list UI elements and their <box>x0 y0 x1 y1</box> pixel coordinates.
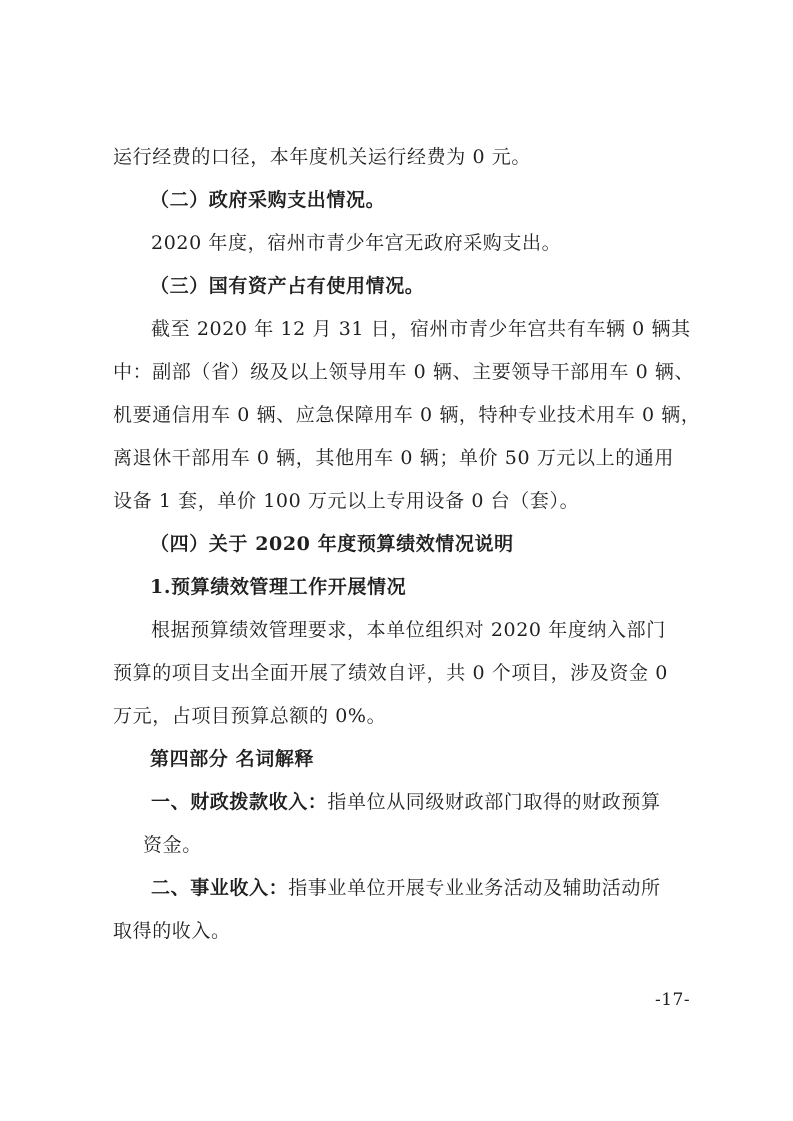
definition-term-business-income: 二、事业收入： <box>151 877 289 899</box>
page-number: -17- <box>655 990 691 1010</box>
definition-text-business-income-part-1: 指事业单位开展专业业务活动及辅助活动所 <box>288 877 661 899</box>
definition-term-fiscal-income: 一、财政拨款收入： <box>151 791 328 813</box>
section-heading-procurement: （二）政府采购支出情况。 <box>150 189 386 211</box>
performance-paragraph-line-2: 预算的项目支出全面开展了绩效自评，共 0 个项目，涉及资金 0 <box>113 662 668 684</box>
assets-paragraph-line-2: 中：副部（省）级及以上领导用车 0 辆、主要领导干部用车 0 辆、 <box>113 361 695 383</box>
section-heading-performance: （四）关于 2020 年度预算绩效情况说明 <box>150 533 514 555</box>
assets-paragraph-line-4: 离退休干部用车 0 辆，其他用车 0 辆；单价 50 万元以上的通用 <box>113 447 674 469</box>
text-line-procurement: 2020 年度，宿州市青少年宫无政府采购支出。 <box>151 232 562 254</box>
definition-text-fiscal-income-part-1: 指单位从同级财政部门取得的财政预算 <box>327 791 661 813</box>
definition-business-income-line-1 <box>151 874 661 902</box>
performance-paragraph-line-1: 根据预算绩效管理要求，本单位组织对 2020 年度纳入部门 <box>151 619 666 641</box>
definition-text-business-income-part-2: 取得的收入。 <box>113 920 231 942</box>
definition-fiscal-income-line-1 <box>151 788 661 816</box>
assets-paragraph-line-1: 截至 2020 年 12 月 31 日，宿州市青少年宫共有车辆 0 辆其 <box>151 318 691 340</box>
assets-paragraph-line-3: 机要通信用车 0 辆、应急保障用车 0 辆，特种专业技术用车 0 辆， <box>113 404 701 426</box>
performance-paragraph-line-3: 万元，占项目预算总额的 0%。 <box>113 705 387 727</box>
assets-paragraph-line-5: 设备 1 套，单价 100 万元以上专用设备 0 台（套）。 <box>113 490 580 512</box>
subsection-heading-performance-management: 1.预算绩效管理工作开展情况 <box>150 576 407 598</box>
definition-text-fiscal-income-part-2: 资金。 <box>143 834 202 856</box>
section-heading-assets: （三）国有资产占有使用情况。 <box>150 275 425 297</box>
text-line-1: 运行经费的口径，本年度机关运行经费为 0 元。 <box>113 146 531 168</box>
part-heading-glossary: 第四部分 名词解释 <box>150 748 315 770</box>
